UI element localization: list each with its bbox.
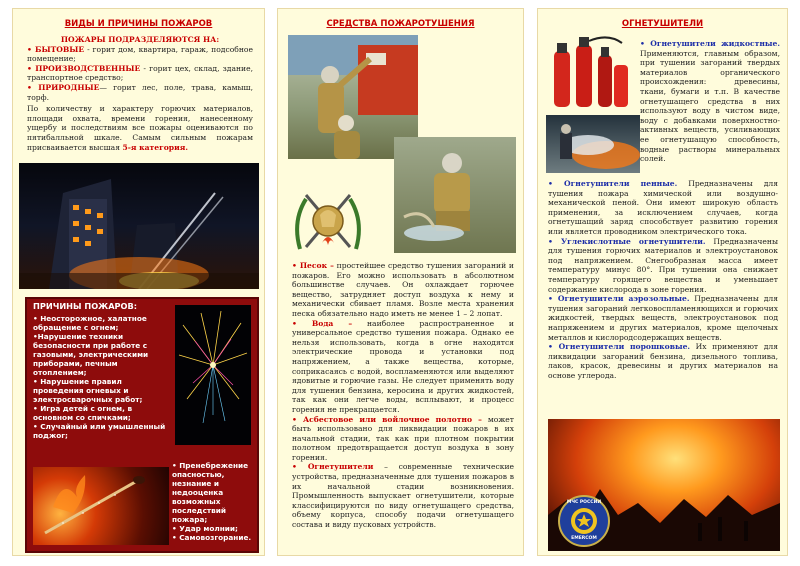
means-list [292,261,514,530]
cause-item: • Нарушение правил проведения огневых и электросварочных работ; [33,377,143,404]
badge-top-text: МЧС РОССИИ [566,500,602,505]
means-item: • Огнетушители – современные технические устройства, предназначенные для тушения пожаров в их начальной стадии возникновения. Промышленность выпускает огнетушители, которые классифицируются по виду огнетушащего средства, объему корпуса, способу подачи огнетушащего состава и виду пусковых устройств. [292,462,514,530]
extinguisher-item: • Огнетушители аэрозольные. Предназначены для тушения загораний легковоспламеняющихся и горючих жидкостей, твердых веществ, электроустановок под напряжением и других материалов, кроме щелочных металлов и кислородсодержащих веществ. [548,294,778,342]
extinguisher-item: • Углекислотные огнетушители. Предназначены для тушения горючих материалов и электроустановок под напряжением. Снегообразная масса имеет температуру минус 80°. При тушении она снижает температуру горящего вещества и уменьшает содержание кислорода в зоне горения. [548,236,778,294]
category-paragraph: По количеству и характеру горючих материалов, площади охвата, времени горения, нанесенному ущербу и последствиям все пожары оцениваются по пятибалльной шкале. Самым сильным пожарам присваивается высшая 5-я категория. [27,104,253,152]
type-item: • БЫТОВЫЕ - горит дом, квартира, гараж, подсобное помещение; [27,44,253,64]
match-flame-photo [33,467,169,545]
cause-item: • Неосторожное, халатное обращение с огнем; [33,314,147,332]
extinguishers-list [548,179,778,380]
fireworks-photo [175,305,251,445]
cause-item: • Случайный или умышленный поджог; [33,422,166,440]
emercom-badge-icon [558,495,610,547]
panel-title: ОГНЕТУШИТЕЛИ [621,19,704,29]
fire-emblem-icon [292,185,364,259]
cause-item: • Игра детей с огнем, в основном со спичками; [33,404,133,422]
causes-list [33,314,173,440]
fire-types-subtitle: ПОЖАРЫ ПОДРАЗДЕЛЯЮТСЯ НА: [60,35,220,44]
means-item: • Песок – простейшее средство тушения загораний и пожаров. Его можно использовать в абсолютном большинстве случаев. Он охлаждает горючее вещество, затрудняет доступ воздуха к нему и механически сбивает пламя. Возле места хранения песка обязательно надо иметь не менее 1 – 2 лопат. [292,261,514,318]
causes-box [25,297,259,553]
type-item: • ПРОИЗВОДСТВЕННЫЕ - горит цех, склад, здание, транспортное средство; [27,63,253,83]
extinguisher-item: • Огнетушители пенные. Предназначены для тушения пожара химической или воздушно-механической пеной. Они имеют широкую область применения, за исключением случаев, когда огнетушащий заряд способствует развитию горения или является проводником электрического тока. [548,179,778,236]
causes-list-bottom [172,461,252,542]
cause-item: • Удар молнии; [172,524,238,533]
type-item: • ПРИРОДНЫЕ— горит лес, поле, трава, камыш, торф. [27,82,253,102]
forest-fire-photo [548,419,780,551]
panel-title: ВИДЫ И ПРИЧИНЫ ПОЖАРОВ [64,19,213,29]
extinguisher-item: • Огнетушители порошковые. Их применяют для ликвидации загораний бензина, дизельного топлива, лаков, красок, древесины и других материалов на основе углерода. [548,342,778,380]
panel-fire-fighting-means [277,8,524,556]
cause-item: • Самовозгорание. [172,533,252,542]
means-item: • Асбестовое или войлочное полотно – может быть использовано для ликвидации пожаров в их начальной стадии, так как при плотном покрытии полотном предотвращается доступ воздуха в зону горения. [292,414,515,462]
liquid-extinguishers-text: • Огнетушители жидкостные. Применяются, главным образом, при тушении загораний твердых материалов органического происхождения: древесины, ткани, бумаги и т.п. В качестве огнетушащего средства в них используют воду в чистом виде, воду с добавками поверхностно-активных веществ, усиливающих ее огнетушащую способность, водные растворы минеральных солей. [640,39,780,164]
cause-item: • Пренебрежение опасностью, незнание и недооценка возможных последствий пожара; [172,461,249,524]
panel-title: СРЕДСТВА ПОЖАРОТУШЕНИЯ [326,19,475,29]
extinguishing-photo [546,115,640,173]
panel-extinguishers [537,8,788,556]
fire-types-text [27,35,253,152]
means-item: • Вода – наиболее распространенное и универсальное средство тушения пожара. Однако ее нельзя использовать, когда в огне находятся электрические провода и установки под напряжением, а также вещества, которые, соприкасаясь с водой, воспламеняются или выделяют ядовитые и горючие газы. Не следует применять воду для тушения бензина, керосина и других жидкостей, так как они легче воды, всплывают, и процесс горения не прекращается. [292,318,514,414]
badge-bottom-text: EMERCOM [571,536,597,541]
causes-title: ПРИЧИНЫ ПОЖАРОВ: [33,301,138,311]
panel-fire-types [12,8,265,556]
firefighter-hose-photo [394,137,516,253]
building-fire-photo [19,163,259,289]
extinguishers-photo [548,31,638,111]
cause-item: •Нарушение техники безопасности при работе с газовыми, электрическими приборами, печным отоплением; [33,332,149,377]
